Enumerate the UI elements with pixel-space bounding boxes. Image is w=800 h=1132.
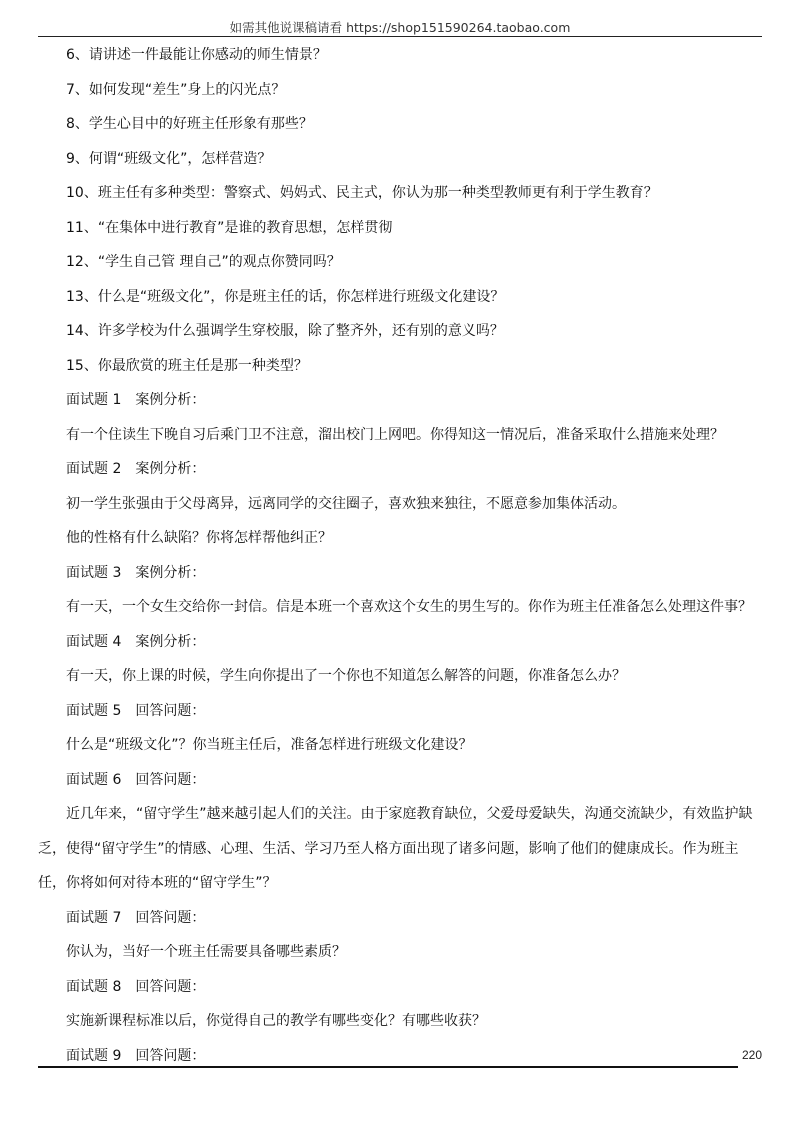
page-header: 如需其他说课稿请看 https://shop151590264.taobao.com bbox=[229, 20, 571, 35]
question-heading bbox=[38, 694, 762, 729]
question-text: 实施新课程标准以后，你觉得自己的教学有哪些变化？有哪些收获？ bbox=[66, 1013, 486, 1029]
question-text: 7、如何发现“差生”身上的闪光点？ bbox=[66, 81, 286, 98]
question-text: 有一天，你上课的时候，学生向你提出了一个你也不知道怎么解答的问题，你准备怎么办？ bbox=[66, 668, 626, 684]
document-body bbox=[38, 38, 762, 1073]
question-heading bbox=[38, 383, 762, 418]
question-text: 11、“在集体中进行教育”是谁的教育思想，怎样贯彻 bbox=[66, 219, 393, 236]
question-text: 6、请讲述一件最能让你感动的师生情景？ bbox=[66, 47, 327, 63]
question-text: 14、许多学校为什么强调学生穿校服，除了整齐外，还有别的意义吗？ bbox=[66, 323, 504, 339]
footer-divider bbox=[38, 1066, 738, 1068]
question-text: 有一个住读生下晚自习后乘门卫不注意，溜出校门上网吧。你得知这一情况后，准备采取什么措施来处理？ bbox=[66, 426, 724, 443]
question-text: 8、学生心目中的好班主任形象有那些？ bbox=[66, 116, 313, 132]
paragraph: 近几年来，“留守学生”越来越引起人们的关注。由于家庭教育缺位，父爱母爱缺失，沟通交流缺少，有效监护缺乏，使得“留守学生”的情感、心理、生活、学习乃至人格方面出现了诸多问题，影响了他们的健康成长。作为班主任，你将如何对待本班的“留守学生”？ bbox=[38, 806, 753, 891]
question-number: 面试题 4 bbox=[66, 633, 122, 650]
question-heading bbox=[38, 452, 762, 487]
question-text: 什么是“班级文化”？你当班主任后，准备怎样进行班级文化建设？ bbox=[66, 737, 473, 753]
question-type: 案例分析： bbox=[135, 461, 206, 477]
question-text: 他的性格有什么缺陷？你将怎样帮他纠正？ bbox=[66, 530, 332, 546]
question-type: 案例分析： bbox=[135, 633, 206, 650]
question-number: 面试题 5 bbox=[66, 702, 122, 719]
question-heading bbox=[38, 763, 762, 798]
question-number: 面试题 3 bbox=[66, 564, 122, 581]
question-type: 回答问题： bbox=[135, 771, 206, 788]
question-text: 你认为，当好一个班主任需要具备哪些素质？ bbox=[66, 944, 346, 960]
question-text: 初一学生张强由于父母离异，远离同学的交往圈子，喜欢独来独往，不愿意参加集体活动。 bbox=[66, 495, 626, 512]
question-heading bbox=[38, 901, 762, 936]
question-text: 13、什么是“班级文化”，你是班主任的话，你怎样进行班级文化建设？ bbox=[66, 288, 505, 305]
question-number: 面试题 1 bbox=[66, 392, 122, 408]
question-number: 面试题 8 bbox=[66, 978, 122, 995]
question-number: 面试题 6 bbox=[66, 771, 122, 788]
question-text: 15、你最欣赏的班主任是那一种类型？ bbox=[66, 357, 308, 374]
header-divider bbox=[38, 36, 762, 37]
question-heading bbox=[38, 556, 762, 591]
question-heading bbox=[38, 970, 762, 1005]
question-text: 10、班主任有多种类型：警察式、妈妈式、民主式，你认为那一种类型教师更有利于学生教育？ bbox=[66, 185, 658, 201]
question-text: 9、何谓“班级文化”，怎样营造？ bbox=[66, 150, 272, 167]
question-type: 回答问题： bbox=[135, 909, 206, 926]
question-heading bbox=[38, 625, 762, 660]
question-type: 案例分析： bbox=[135, 392, 206, 408]
question-type: 案例分析： bbox=[135, 564, 206, 581]
question-number: 面试题 7 bbox=[66, 909, 122, 926]
question-type: 回答问题： bbox=[135, 1047, 206, 1064]
question-type: 回答问题： bbox=[135, 702, 206, 719]
question-text: 12、“学生自己管 理自己”的观点你赞同吗？ bbox=[66, 254, 341, 270]
question-number: 面试题 2 bbox=[66, 461, 122, 477]
question-type: 回答问题： bbox=[135, 978, 206, 995]
question-number: 面试题 9 bbox=[66, 1047, 122, 1064]
page-number: 220 bbox=[742, 1048, 763, 1062]
question-text: 有一天，一个女生交给你一封信。信是本班一个喜欢这个女生的男生写的。你作为班主任准备怎么处理这件事？ bbox=[66, 599, 752, 615]
